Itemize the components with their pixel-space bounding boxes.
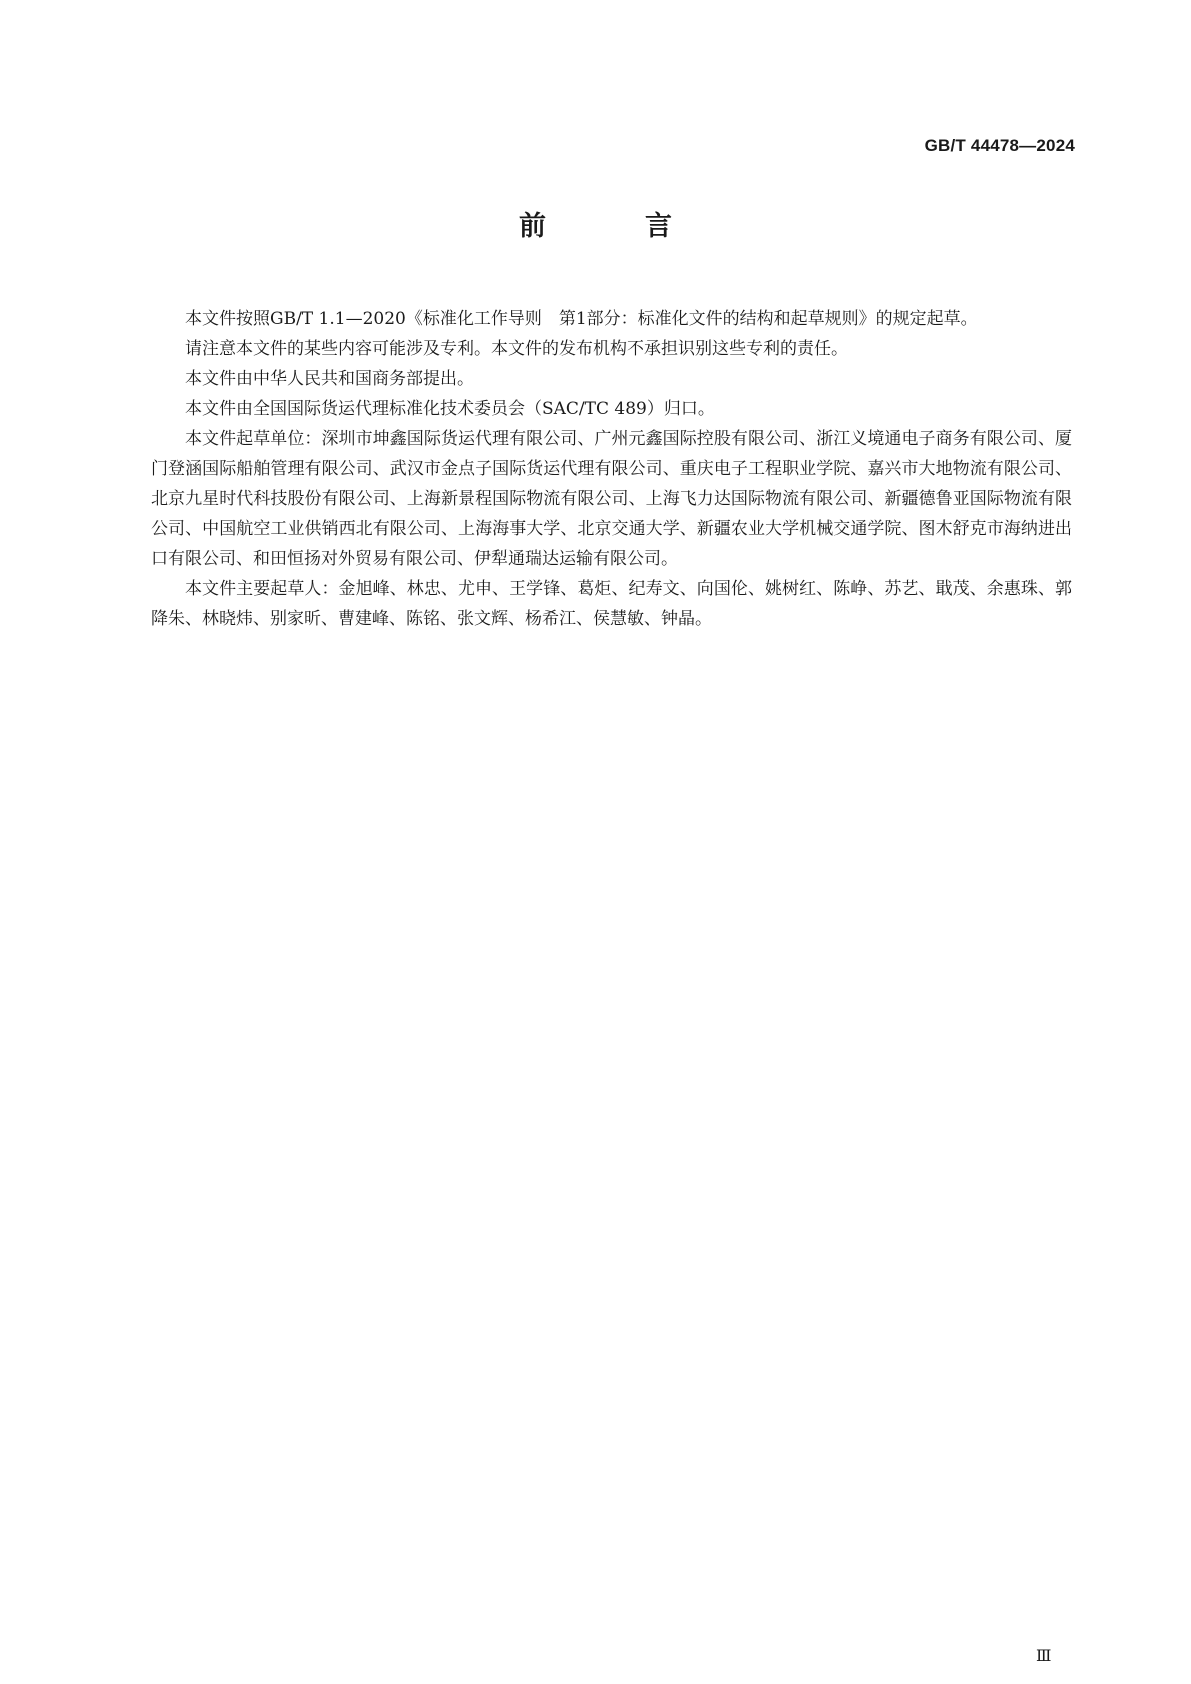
paragraph-proposer: 本文件由中华人民共和国商务部提出。 bbox=[185, 369, 474, 389]
page-number: Ⅲ bbox=[1036, 1646, 1052, 1665]
page-title: 前 言 bbox=[519, 211, 708, 242]
standard-number: GB/T 44478—2024 bbox=[924, 136, 1075, 155]
paragraph-committee: 本文件由全国国际货运代理标准化技术委员会（SAC/TC 489）归口。 bbox=[185, 399, 715, 419]
paragraph-patent-notice: 请注意本文件的某些内容可能涉及专利。本文件的发布机构不承担识别这些专利的责任。 bbox=[185, 339, 848, 359]
paragraph-drafting-units: 本文件起草单位：深圳市坤鑫国际货运代理有限公司、广州元鑫国际控股有限公司、浙江义境通电子商务有限公司、厦门登涵国际船舶管理有限公司、武汉市金点子国际货运代理有限公司、重庆电子工程职业学院、嘉兴市大地物流有限公司、北京九星时代科技股份有限公司、上海新景程国际物流有限公司、上海飞力达国际物流有限公司、新疆德鲁亚国际物流有限公司、中国航空工业供销西北有限公司、上海海事大学、北京交通大学、新疆农业大学机械交通学院、图木舒克市海纳进出口有限公司、和田恒扬对外贸易有限公司、伊犁通瑞达运输有限公司。 bbox=[151, 429, 1072, 569]
paragraph-drafting-rules: 本文件按照GB/T 1.1—2020《标准化工作导则 第1部分：标准化文件的结构和起草规则》的规定起草。 bbox=[185, 309, 978, 329]
paragraph-drafters: 本文件主要起草人：金旭峰、林忠、尤申、王学锋、葛炬、纪寿文、向国伦、姚树红、陈峥、苏艺、戢茂、余惠珠、郭降朱、林晓炜、别家昕、曹建峰、陈铭、张文辉、杨希江、侯慧敏、钟晶。 bbox=[151, 579, 1072, 629]
foreword-body bbox=[151, 304, 1072, 634]
